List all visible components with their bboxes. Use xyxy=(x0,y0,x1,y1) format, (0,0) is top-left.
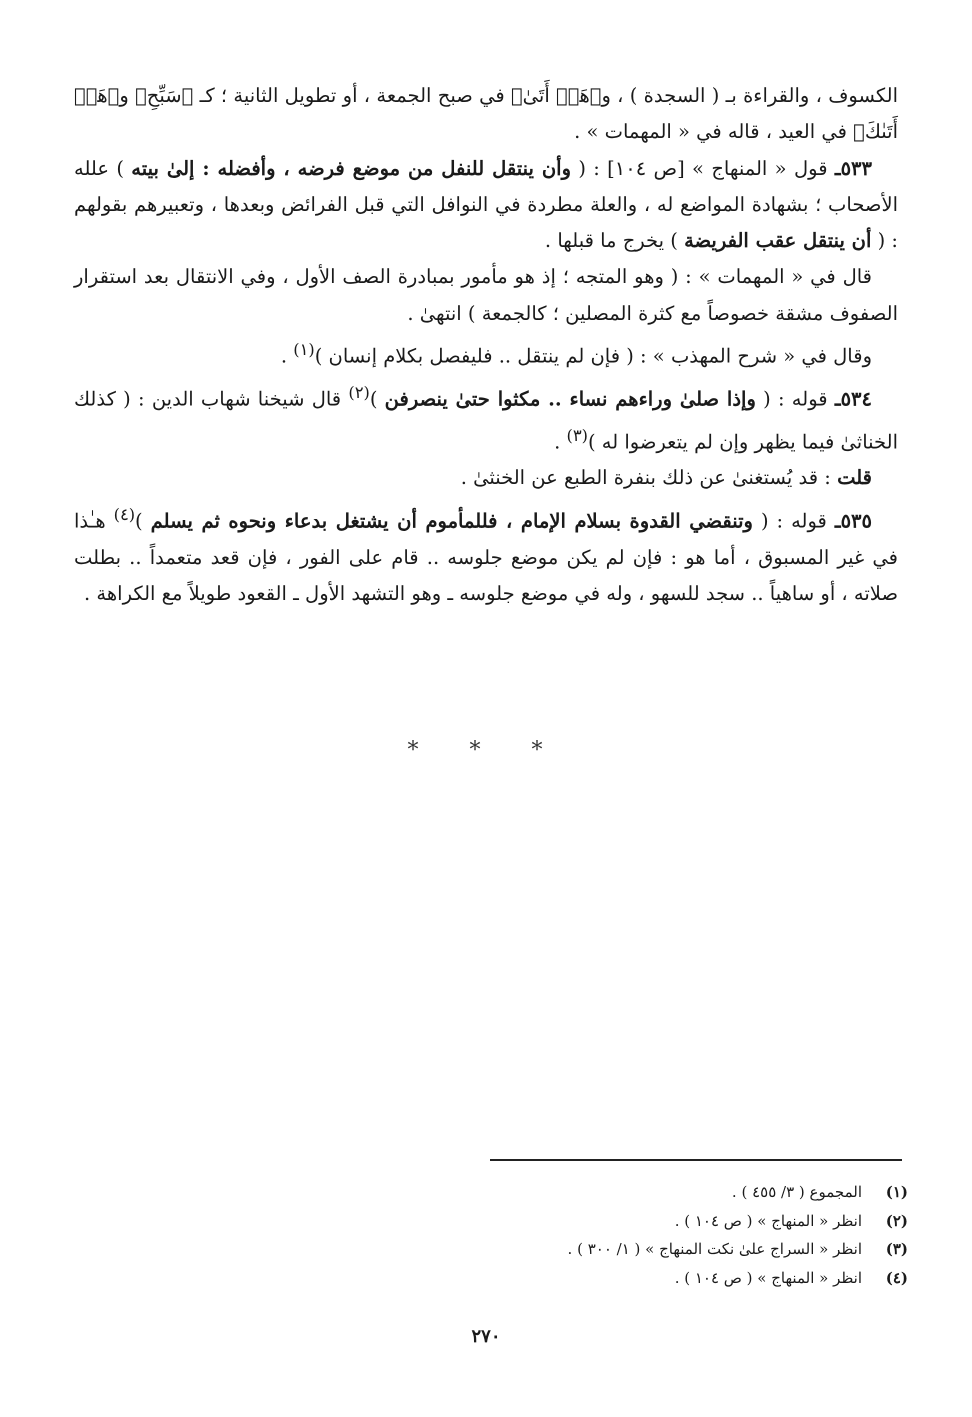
footnote-number: (٢) xyxy=(885,1211,908,1230)
footnote-ref: (١) xyxy=(293,340,315,360)
footnote-item xyxy=(68,1178,908,1207)
paragraph-sharh xyxy=(74,332,898,375)
paragraph-1: الكسوف ، والقراءة بـ ( السجدة ) ، و﴿هَلۡ أَتَىٰ﴾ في صبح الجمعة ، أو تطويل الثانية ؛ كـ ﴿سَبِّحِ﴾ و﴿هَلۡ أَتَىٰكَ﴾ في العيد ، قاله في « المهمات » . xyxy=(74,84,898,144)
text-segment: ) xyxy=(369,387,385,411)
paragraph-534 xyxy=(74,375,898,461)
text-segment: قال شيخنا شهاب الدين : ( كذلك الخناثىٰ فيما يظهر وإن لم يتعرضوا له ) xyxy=(74,387,898,454)
text-segment: ) علله الأصحاب ؛ بشهادة المواضع له ، والعلة مطردة في النوافل التي قبل الفرائض وبعدها ، وتعبيرهم بقولهم : ( xyxy=(74,156,898,253)
footnote-number: (١) xyxy=(885,1183,908,1201)
text-segment: ) xyxy=(135,509,151,533)
footnote-ref: (٤) xyxy=(113,504,136,524)
footnote-item xyxy=(68,1264,908,1293)
footnote-number: (٤) xyxy=(885,1268,908,1287)
section-separator: * * * xyxy=(407,738,565,763)
paragraph-533 xyxy=(74,151,898,260)
footnote-number: (٣) xyxy=(885,1240,908,1258)
text-segment: ) يخرج ما قبلها . xyxy=(544,229,685,253)
footnote-text: المجموع ( ٣/ ٤٥٥ ) . xyxy=(731,1183,862,1201)
text-segment: وقال في « شرح المهذب » : ( فإن لم ينتقل .. فليفصل بكلام إنسان ) xyxy=(314,344,872,368)
text-segment: قوله : ( xyxy=(755,387,835,411)
item-number: ٥٣٥ـ xyxy=(834,509,872,533)
footnote-item xyxy=(68,1235,908,1264)
footnote-ref: (٣) xyxy=(566,425,588,445)
text-segment: : قد يُستغنىٰ عن ذلك بنفرة الطبع عن الخنثىٰ . xyxy=(460,466,838,490)
item-number: ٥٣٤ـ xyxy=(834,387,872,411)
paragraph-qultu xyxy=(74,460,898,496)
footnote-ref: (٢) xyxy=(348,382,370,402)
quoted-text: أن ينتقل عقب الفريضة xyxy=(684,229,872,253)
text-segment: . xyxy=(280,344,294,368)
footnote-text: انظر « السراج علىٰ نكت المنهاج » ( ١/ ٣٠٠ ) . xyxy=(567,1240,862,1258)
footnote-text: انظر « المنهاج » ( ص ١٠٤ ) . xyxy=(674,1211,862,1230)
text-segment: هـٰذا في غير المسبوق ، أما هو : فإن لم يكن موضع جلوسه .. قام على الفور ، فإن قعد متعمداً .. بطلت صلاته ، أو ساهياً .. سجد للسهو ، وله في موضع جلوسه ـ وهو التشهد الأول ـ القعود طويلاً مع الكراهة . xyxy=(74,509,898,605)
footnote-divider xyxy=(490,1159,902,1161)
footnote-text: انظر « المنهاج » ( ص ١٠٤ ) . xyxy=(674,1268,862,1287)
paragraph-muhimmat: قال في « المهمات » : ( وهو المتجه ؛ إذ هو مأمور بمبادرة الصف الأول ، وفي الانتقال بعد استقرار الصفوف مشقة خصوصاً مع كثرة المصلين ؛ كالجمعة ) انتهىٰ . xyxy=(74,265,898,325)
quoted-text: وإذا صلىٰ وراءهم نساء .. مكثوا حتىٰ ينصرفن xyxy=(384,387,756,411)
main-text xyxy=(74,78,898,612)
quoted-text: وأن ينتقل للنفل من موضع فرضه ، وأفضله : إلىٰ بيته xyxy=(131,156,571,180)
text-segment: قول « المنهاج » [ص ١٠٤] : ( xyxy=(570,156,835,180)
text-segment: . xyxy=(554,430,567,454)
qultu-label: قلت xyxy=(837,466,872,490)
footnotes xyxy=(68,1178,908,1292)
footnote-item xyxy=(68,1207,908,1236)
text-segment: قوله : ( xyxy=(752,509,835,533)
quoted-text: وتنقضي القدوة بسلام الإمام ، فللمأموم أن يشتغل بدعاء ونحوه ثم يسلم xyxy=(150,509,753,533)
page-number: ٢٧٠ xyxy=(471,1326,501,1347)
paragraph-535 xyxy=(74,497,898,612)
item-number: ٥٣٣ـ xyxy=(834,156,872,180)
